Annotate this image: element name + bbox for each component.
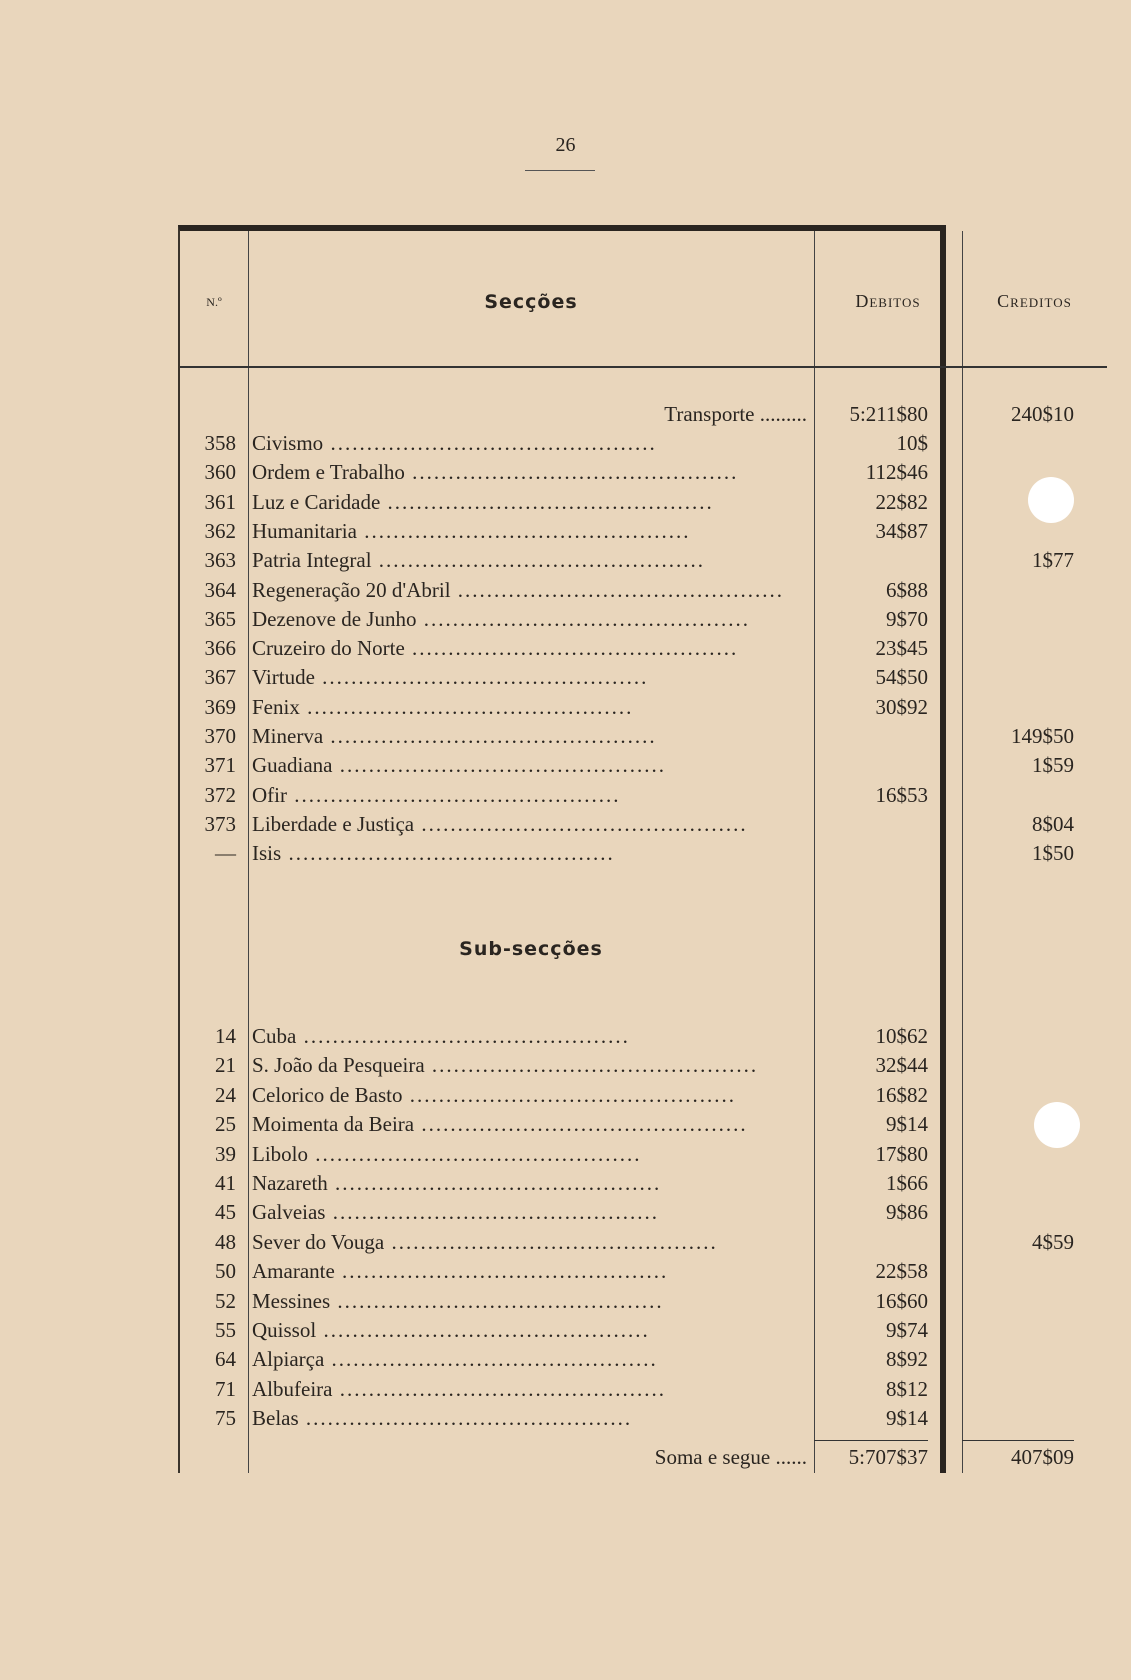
row-debito: 9$14 <box>886 1406 928 1431</box>
row-number: 64 <box>215 1347 236 1372</box>
row-number: 21 <box>215 1053 236 1078</box>
row-debito: 8$92 <box>886 1347 928 1372</box>
debit-total-rule <box>814 1440 928 1441</box>
row-name: Virtude <box>252 665 315 690</box>
table-row: 75 Belas ............................................. 9$14 <box>180 1404 1108 1434</box>
row-debito: 34$87 <box>875 518 928 543</box>
table-row: 362 Humanitaria ............................................. 34$87 <box>180 517 1108 547</box>
row-name: Libolo <box>252 1141 308 1166</box>
row-number: 363 <box>204 548 236 573</box>
page-number-rule <box>525 170 595 171</box>
table-row: 52 Messines ............................................. 16$60 <box>180 1287 1108 1317</box>
sub-seccoes-title: Sub-secções <box>459 938 603 960</box>
row-name: Ordem e Trabalho <box>252 460 405 485</box>
row-number: 370 <box>204 724 236 748</box>
table-row: 363 Patria Integral ............................................. 1$77 <box>180 546 1108 576</box>
row-name: Belas <box>252 1406 299 1431</box>
row-name: Patria Integral <box>252 548 372 573</box>
row-debito: 1$66 <box>886 1171 928 1195</box>
row-name: Amarante <box>252 1259 335 1284</box>
header-seccoes: Secções <box>484 291 578 313</box>
row-name: Celorico de Basto <box>252 1082 403 1107</box>
table-row: 358 Civismo ............................................. 10$ <box>180 429 1108 459</box>
table-row: 41 Nazareth ............................................. 1$66 <box>180 1169 1108 1199</box>
header-creditos: Creditos <box>997 291 1072 311</box>
table-row: 373 Liberdade e Justiça ............................................. 8$04 <box>180 810 1108 840</box>
row-number: 364 <box>204 577 236 602</box>
table-row: 372 Ofir ............................................. 16$53 <box>180 781 1108 811</box>
row-credito: 1$50 <box>1032 841 1074 866</box>
row-number: 371 <box>204 753 236 778</box>
row-name: Guadiana <box>252 753 333 778</box>
page-number: 26 <box>555 134 576 156</box>
row-number: 25 <box>215 1112 236 1137</box>
row-number: 14 <box>215 1024 236 1048</box>
header-rule <box>180 366 1107 368</box>
row-number: 45 <box>215 1200 236 1225</box>
row-credito: 1$77 <box>1032 548 1074 573</box>
table-row: 50 Amarante ............................................. 22$58 <box>180 1257 1108 1287</box>
header-debitos: Debitos <box>855 291 921 311</box>
row-debito: 9$74 <box>886 1318 928 1342</box>
row-number: 41 <box>215 1171 236 1195</box>
table-row: — Isis ............................................. 1$50 <box>180 839 1108 869</box>
row-debito: 9$86 <box>886 1200 928 1225</box>
row-debito: 9$70 <box>886 606 928 631</box>
row-number: 361 <box>204 489 236 514</box>
row-name: Albufeira <box>252 1376 333 1401</box>
row-name: Humanitaria <box>252 518 357 543</box>
row-name: Sever do Vouga <box>252 1229 385 1254</box>
row-number: 362 <box>204 518 236 543</box>
table-row: 361 Luz e Caridade ............................................. 22$82 <box>180 488 1108 518</box>
row-name: Ofir <box>252 782 287 807</box>
transport-credito: 240$10 <box>1011 402 1074 426</box>
row-number: 365 <box>204 606 236 631</box>
row-debito: 22$82 <box>875 489 928 514</box>
total-debito: 5:707$37 <box>848 1445 928 1469</box>
header-number: N.º <box>206 295 222 309</box>
row-name: Messines <box>252 1288 331 1313</box>
table-row: 367 Virtude ............................................. 54$50 <box>180 663 1108 693</box>
row-number: 50 <box>215 1259 236 1284</box>
row-name: Cuba <box>252 1024 297 1048</box>
row-number: — <box>215 841 236 866</box>
row-name: Galveias <box>252 1200 326 1225</box>
row-number: 71 <box>215 1376 236 1401</box>
total-row: Soma e segue ...... 5:707$37 407$09 <box>180 1443 1108 1473</box>
row-name: Liberdade e Justiça <box>252 811 415 836</box>
transport-row: Transporte ......... 5:211$80 240$10 <box>180 400 1108 430</box>
transport-debito: 5:211$80 <box>849 402 928 426</box>
punch-hole <box>1028 477 1074 523</box>
credit-total-rule <box>962 1440 1074 1441</box>
table-row: 369 Fenix ............................................. 30$92 <box>180 693 1108 723</box>
row-name: Quissol <box>252 1318 317 1342</box>
transport-label: Transporte <box>664 402 755 426</box>
total-label: Soma e segue <box>654 1445 771 1469</box>
row-number: 367 <box>204 665 236 690</box>
row-debito: 22$58 <box>875 1259 928 1284</box>
row-number: 369 <box>204 694 236 719</box>
table-row: 360 Ordem e Trabalho ............................................. 112$46 <box>180 458 1108 488</box>
row-credito: 8$04 <box>1032 811 1074 836</box>
row-debito: 112$46 <box>865 460 928 485</box>
row-number: 372 <box>204 782 236 807</box>
table-row: 25 Moimenta da Beira ............................................. 9$14 <box>180 1110 1108 1140</box>
row-name: Nazareth <box>252 1171 328 1195</box>
row-name: Cruzeiro do Norte <box>252 636 405 661</box>
row-name: Minerva <box>252 724 324 748</box>
table-row: 365 Dezenove de Junho ............................................. 9$70 <box>180 605 1108 635</box>
row-debito: 6$88 <box>886 577 928 602</box>
row-name: Alpiarça <box>252 1347 325 1372</box>
row-debito: 54$50 <box>875 665 928 690</box>
table-row: 48 Sever do Vouga ............................................. 4$59 <box>180 1228 1108 1258</box>
row-debito: 16$60 <box>875 1288 928 1313</box>
row-name: Isis <box>252 841 282 866</box>
row-debito: 16$82 <box>875 1082 928 1107</box>
row-debito: 17$80 <box>875 1141 928 1166</box>
row-name: Civismo <box>252 431 324 455</box>
row-name: Luz e Caridade <box>252 489 381 514</box>
row-number: 75 <box>215 1406 236 1431</box>
row-number: 360 <box>204 460 236 485</box>
row-credito: 149$50 <box>1011 724 1074 748</box>
table-row: 64 Alpiarça ............................................. 8$92 <box>180 1345 1108 1375</box>
row-name: Regeneração 20 d'Abril <box>252 577 451 602</box>
table-row: 39 Libolo ............................................. 17$80 <box>180 1140 1108 1170</box>
row-number: 24 <box>215 1082 236 1107</box>
table-row: 55 Quissol ............................................. 9$74 <box>180 1316 1108 1346</box>
row-debito: 8$12 <box>886 1376 928 1401</box>
row-number: 55 <box>215 1318 236 1342</box>
ledger-table <box>178 225 1074 1473</box>
row-debito: 30$92 <box>875 694 928 719</box>
row-credito: 4$59 <box>1032 1229 1074 1254</box>
row-name: S. João da Pesqueira <box>252 1053 425 1078</box>
table-row: 371 Guadiana ............................................. 1$59 <box>180 751 1108 781</box>
row-debito: 9$14 <box>886 1112 928 1137</box>
table-row: 14 Cuba ............................................. 10$62 <box>180 1022 1108 1052</box>
table-row: 21 S. João da Pesqueira ............................................. 32$44 <box>180 1051 1108 1081</box>
row-debito: 32$44 <box>875 1053 928 1078</box>
row-debito: 10$62 <box>875 1024 928 1048</box>
row-number: 366 <box>204 636 236 661</box>
table-row: 24 Celorico de Basto ............................................. 16$82 <box>180 1081 1108 1111</box>
row-name: Fenix <box>252 694 300 719</box>
row-number: 52 <box>215 1288 236 1313</box>
row-debito: 23$45 <box>875 636 928 661</box>
row-number: 48 <box>215 1229 236 1254</box>
table-row: 71 Albufeira ............................................. 8$12 <box>180 1375 1108 1405</box>
punch-hole <box>1034 1102 1080 1148</box>
row-number: 39 <box>215 1141 236 1166</box>
row-debito: 10$ <box>896 431 928 455</box>
row-credito: 1$59 <box>1032 753 1074 778</box>
table-row: 366 Cruzeiro do Norte ............................................. 23$45 <box>180 634 1108 664</box>
row-name: Moimenta da Beira <box>252 1112 415 1137</box>
table-row: 370 Minerva ............................................. 149$50 <box>180 722 1108 752</box>
row-debito: 16$53 <box>875 782 928 807</box>
row-number: 373 <box>204 811 236 836</box>
table-row: 45 Galveias ............................................. 9$86 <box>180 1198 1108 1228</box>
row-number: 358 <box>204 431 236 455</box>
table-row: 364 Regeneração 20 d'Abril ............................................. 6$88 <box>180 576 1108 606</box>
total-credito: 407$09 <box>1011 1445 1074 1469</box>
row-name: Dezenove de Junho <box>252 606 417 631</box>
